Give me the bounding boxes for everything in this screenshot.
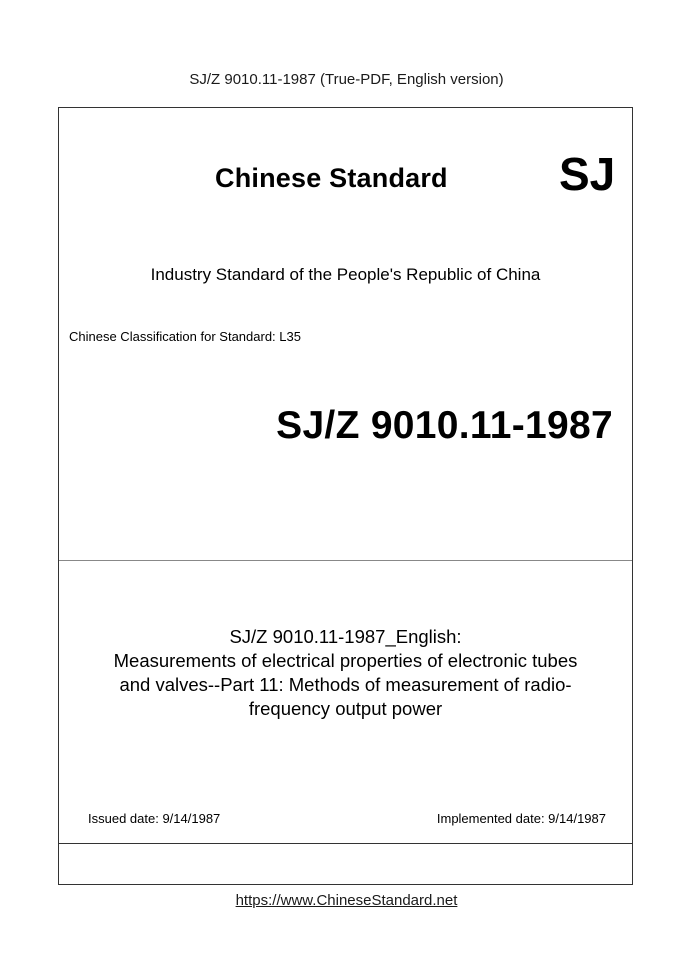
title-line: frequency output power [248,698,443,719]
website-link[interactable]: https://www.ChineseStandard.net [235,892,458,909]
footer-box-divider [59,843,632,844]
doc-type-title: Chinese Standard [215,163,448,193]
issued-date: Issued date: 9/14/1987 [88,811,221,826]
cover-frame [58,107,633,885]
title-line: Measurements of electrical properties of electronic tubes [113,650,578,671]
standard-code: SJ/Z 9010.11-1987 [276,404,613,447]
section-divider [59,560,632,561]
title-line: and valves--Part 11: Methods of measurement of radio- [119,674,572,695]
industry-line: Industry Standard of the People's Republic of China [150,265,541,284]
title-line: SJ/Z 9010.11-1987_English: [229,626,462,647]
page-header: SJ/Z 9010.11-1987 (True-PDF, English version) [189,71,504,88]
classification-text: Chinese Classification for Standard: L35 [69,329,301,344]
implemented-date: Implemented date: 9/14/1987 [436,811,606,826]
standard-title [59,625,632,721]
sj-mark: SJ [559,148,616,200]
